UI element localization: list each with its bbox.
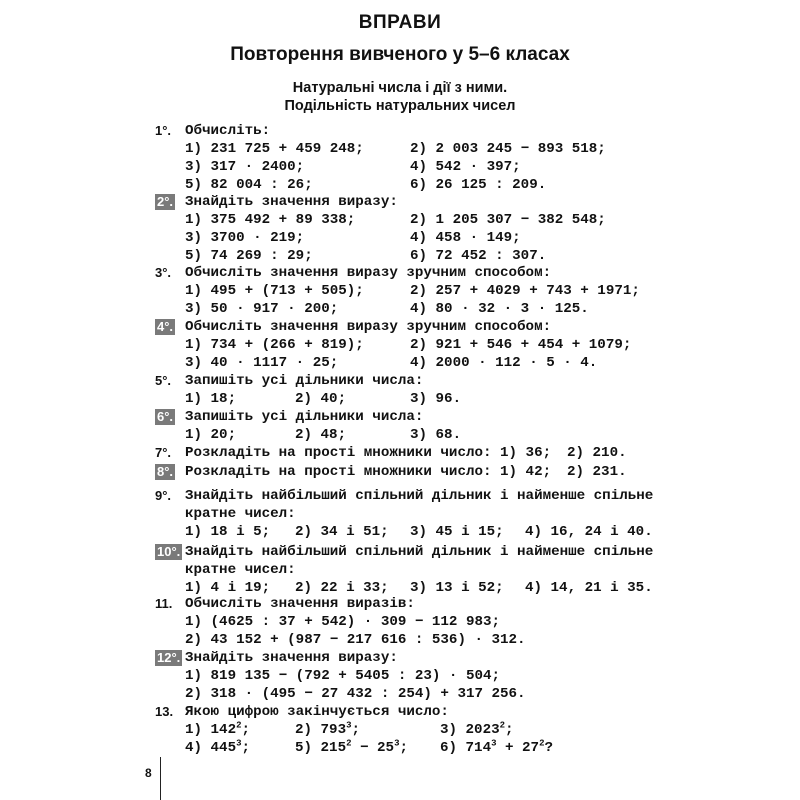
page-number: 8 <box>145 766 152 780</box>
exercise-item: 4) 458 · 149; <box>410 230 521 246</box>
exercise-item: 5) $215^2 - 25^3$; <box>295 738 408 756</box>
exercise-number: 7°. <box>155 445 172 460</box>
exercise-prompt: Розкладіть на прості множники число: 1) 36; <box>185 445 552 461</box>
exercise-item: 1) 4 і 19; <box>185 580 271 596</box>
exercise-item: 3) 2023$^2$; <box>440 720 514 738</box>
exercise-item: 4) 16, 24 і 40. <box>525 524 653 540</box>
exercise-item: 5) 82 004 : 26; <box>185 177 313 193</box>
exercise-item: 3) 50 · 917 · 200; <box>185 301 339 317</box>
exercise-prompt: Обчисліть значення виразів: <box>185 596 415 612</box>
exercise-item: 2) 210. <box>567 445 627 461</box>
exercise-item: 2) 2 003 245 − 893 518; <box>410 141 606 157</box>
exercise-prompt: Запишіть усі дільники числа: <box>185 409 424 425</box>
exercise-item: 2) 318 · (495 − 27 432 : 254) + 317 256. <box>185 686 526 702</box>
exercise-item: 6) 26 125 : 209. <box>410 177 547 193</box>
exercise-item: 2) 1 205 307 − 382 548; <box>410 212 606 228</box>
exercise-prompt-continued: кратне чисел: <box>185 562 296 578</box>
exercise-item: 4) 14, 21 і 35. <box>525 580 653 596</box>
exercise-prompt: Обчисліть значення виразу зручним способом: <box>185 265 552 281</box>
exercise-item: 3) 317 · 2400; <box>185 159 305 175</box>
exercise-number: 5°. <box>155 373 172 388</box>
exercise-item: 3) 13 і 52; <box>410 580 504 596</box>
exercise-item: 4) $445^3$; <box>185 738 251 756</box>
exercise-prompt: Знайдіть значення виразу: <box>185 650 398 666</box>
exercise-number: 8°. <box>157 464 174 479</box>
exercise-item: 1) (4625 : 37 + 542) · 309 − 112 983; <box>185 614 501 630</box>
section-title-line1: Натуральні числа і дії з ними. <box>292 80 508 96</box>
exercise-number: 6°. <box>157 409 174 424</box>
exercise-prompt: Знайдіть найбільший спільний дільник і найменше спільне <box>185 544 654 560</box>
exercise-number: 12°. <box>157 650 181 665</box>
exercise-prompt: Запишіть усі дільники числа: <box>185 373 424 389</box>
exercise-item: 2) 40; <box>295 391 347 407</box>
exercise-item: 4) 2000 · 112 · 5 · 4. <box>410 355 598 371</box>
exercise-item: 1) 231 725 + 459 248; <box>185 141 364 157</box>
exercise-item: 1) 495 + (713 + 505); <box>185 283 364 299</box>
exercise-item: 3) 68. <box>410 427 462 443</box>
page-subtitle: Повторення вивченого у 5–6 класах <box>230 44 570 65</box>
exercise-prompt: Знайдіть значення виразу: <box>185 194 398 210</box>
exercise-item: 1) $142^2$; <box>185 720 251 738</box>
exercise-prompt: Обчисліть значення виразу зручним способом: <box>185 319 552 335</box>
exercise-prompt-continued: кратне чисел: <box>185 506 296 522</box>
exercise-item: 1) 18; <box>185 391 237 407</box>
exercise-item: 6) $714^3 + 27^2$? <box>440 738 553 756</box>
exercise-item: 1) 819 135 − (792 + 5405 : 23) · 504; <box>185 668 501 684</box>
exercise-item: 2) 231. <box>567 464 627 480</box>
exercise-item: 3) 3700 · 219; <box>185 230 305 246</box>
exercise-item: 3) 40 · 1117 · 25; <box>185 355 339 371</box>
exercise-item: 1) 375 492 + 89 338; <box>185 212 356 228</box>
exercise-item: 4) 80 · 32 · 3 · 125. <box>410 301 589 317</box>
exercise-number: 10°. <box>157 544 181 559</box>
exercise-item: 2) $793^3$; <box>295 720 361 738</box>
exercise-item: 6) 72 452 : 307. <box>410 248 547 264</box>
exercise-item: 5) 74 269 : 29; <box>185 248 313 264</box>
exercise-number: 11. <box>155 596 173 611</box>
exercise-number: 2°. <box>157 194 174 209</box>
exercise-item: 1) 18 і 5; <box>185 524 271 540</box>
page-margin-rule <box>160 757 161 800</box>
exercise-item: 2) 48; <box>295 427 347 443</box>
exercise-item: 2) 43 152 + (987 − 217 616 : 536) · 312. <box>185 632 526 648</box>
exercise-number: 9°. <box>155 488 172 503</box>
exercise-prompt: Обчисліть: <box>185 123 271 139</box>
exercise-prompt: Розкладіть на прості множники число: 1) 42; <box>185 464 552 480</box>
exercise-item: 1) 20; <box>185 427 237 443</box>
exercise-prompt: Якою цифрою закінчується число: <box>185 704 449 720</box>
section-title-line2: Подільність натуральних чисел <box>284 98 516 114</box>
exercise-item: 2) 22 і 33; <box>295 580 389 596</box>
exercise-number: 1°. <box>155 123 172 138</box>
exercise-item: 3) 45 і 15; <box>410 524 504 540</box>
exercise-number: 3°. <box>155 265 172 280</box>
exercise-item: 3) 96. <box>410 391 462 407</box>
exercise-item: 2) 34 і 51; <box>295 524 389 540</box>
exercise-number: 13. <box>155 704 174 719</box>
exercise-item: 1) 734 + (266 + 819); <box>185 337 364 353</box>
exercise-number: 4°. <box>157 319 174 334</box>
exercise-item: 2) 257 + 4029 + 743 + 1971; <box>410 283 640 299</box>
page-title: ВПРАВИ <box>358 12 442 33</box>
exercise-item: 2) 921 + 546 + 454 + 1079; <box>410 337 632 353</box>
exercise-item: 4) 542 · 397; <box>410 159 521 175</box>
exercise-prompt: Знайдіть найбільший спільний дільник і найменше спільне <box>185 488 654 504</box>
